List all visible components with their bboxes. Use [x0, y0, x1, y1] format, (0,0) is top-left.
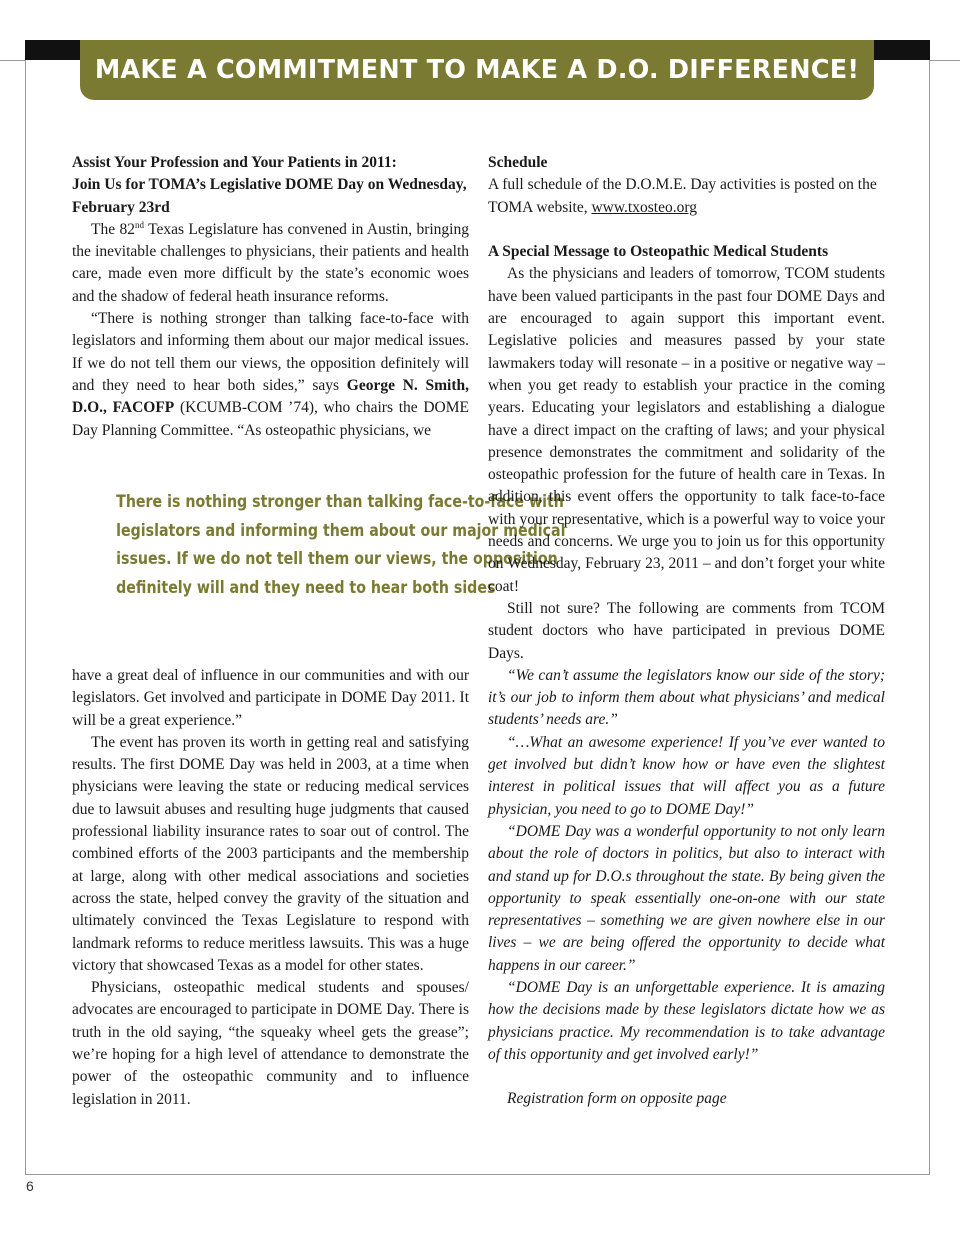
title-banner: [80, 40, 874, 100]
pull-quote-line: issues. If we do not tell them our views, the opposition: [116, 549, 558, 569]
article-paragraph-1: [72, 219, 469, 308]
article-paragraph-3: The event has proven its worth in getting real and satisfying results. The first DOME Day was held in 2003, at a time when physicians were leaving the state or reducing medical services due to lawsuit abuses and resulting huge judgments that caused professional liability insurance rates to soar out of control. The combined efforts of the 2003 participants and the membership at large, along with other medical associations and societies across the state, helped convey the gravity of the situation and ultimately convinced the Texas Legislature to respond with landmark reforms to reduce meritless lawsuits. This was a huge victory that showcased Texas as a model for other states.: [72, 733, 469, 974]
schedule-heading: Schedule: [488, 154, 548, 171]
p2-before: “There is nothing stronger than talking face-to-face with legislators and informing them about our major medical issues. If we do not tell them our views, the opposition definitely will and they need to hear both sides,” says: [72, 310, 469, 394]
page-border-bottom: [25, 1174, 930, 1175]
page-title: MAKE A COMMITMENT TO MAKE A D.O. DIFFERENCE!: [94, 55, 860, 85]
headline-line-1: Assist Your Profession and Your Patients in 2011:: [72, 154, 397, 171]
p1-prefix: The 82: [91, 220, 135, 238]
right-column: [488, 152, 885, 1111]
section-spacer: [488, 1066, 885, 1088]
pull-quote-line: definitely will and they need to hear both sides: [116, 577, 496, 597]
registration-note: Registration form on opposite page: [507, 1090, 727, 1108]
pull-quote-line: legislators and informing them about our major medical: [116, 520, 566, 540]
page-border-left: [25, 40, 26, 1174]
article-column-bottom: [72, 665, 469, 1111]
article-headline: [72, 152, 469, 219]
section-spacer: [488, 219, 885, 241]
p1-rest: Texas Legislature has convened in Austin, bringing the inevitable challenges to physicians, their patients and health care, made even more difficult by the state’s economic woes and the shadow of federal heath insurance reforms.: [72, 220, 469, 305]
article-paragraph-4: Physicians, osteopathic medical students and spouses/ advocates are encouraged to participate in DOME Day. There is truth in the old saying, “the squeaky wheel gets the grease”; we’re hoping for a high level of attendance to demonstrate the power of the osteopathic community and to influence legislation in 2011.: [72, 979, 469, 1108]
student-quote-1: “We can’t assume the legislators know our side of the story; it’s our job to inform them about what physicians’ and medical students’ needs are.”: [488, 666, 885, 729]
schedule-text: [488, 174, 885, 219]
student-quote-2: “…What an awesome experience! If you’ve ever wanted to get involved but didn’t know how or have even the slightest interest in political issues that will affect you as a future physician, you need to go to DOME Day!”: [488, 733, 885, 818]
article-column-top: [72, 152, 469, 442]
students-heading: A Special Message to Osteopathic Medical Students: [488, 243, 829, 261]
p2-name: George N. Smith, D.O., FACOFP: [72, 376, 469, 417]
article-paragraph-2: [72, 308, 469, 442]
article-paragraph-2-continued: have a great deal of influence in our communities and with our legislators. Get involved and participate in DOME Day 2011. It will be a great experience.”: [72, 667, 469, 729]
page-border-right: [929, 40, 930, 1174]
p2-after: (KCUMB-COM ’74), who chairs the DOME Day Planning Committee. “As osteopathic physicians, we: [72, 399, 469, 439]
schedule-body: A full schedule of the D.O.M.E. Day activities is posted on the TOMA website,: [488, 176, 877, 216]
page-number: 6: [26, 1178, 34, 1194]
students-paragraph-2: Still not sure? The following are comments from TCOM student doctors who have participated in previous DOME Days.: [488, 599, 885, 662]
pull-quote-line: There is nothing stronger than talking face-to-face with: [116, 492, 564, 511]
students-paragraph-1: As the physicians and leaders of tomorrow, TCOM students have been valued participants in the past four DOME Days and are encouraged to again support this important event. Legislative policies and measures passed by your state lawmakers today will resonate – in a positive or negative way – when you get ready to establish your practice in the coming years. Educating your legislators and establishing a dialogue have a direct impact on the crafting of laws; and your physical presence demonstrates the commitment and solidarity of the osteopathic profession for the future of health care in Texas. In addition, this event offers the opportunity to talk face-to-face with your representative, which is a powerful way to voice your needs and concerns. We urge you to join us for this opportunity on Wednesday, February 23, 2011 – and don’t forget your white coat!: [488, 265, 885, 595]
headline-line-3: February 23rd: [72, 198, 170, 216]
p1-superscript: nd: [134, 219, 144, 230]
website-link[interactable]: www.txosteo.org: [591, 198, 697, 216]
student-quote-4: “DOME Day is an unforgettable experience. It is amazing how the decisions made by these legislators dictate how we as physicians practice. My recommendation is to take advantage of this opportunity and get involved early!”: [488, 978, 885, 1063]
pull-quote: [116, 488, 566, 602]
crop-mark-left: [0, 60, 25, 61]
crop-mark-right: [930, 60, 960, 61]
headline-line-2: Join Us for TOMA’s Legislative DOME Day on Wednesday,: [72, 176, 467, 194]
student-quote-3: “DOME Day was a wonderful opportunity to not only learn about the role of doctors in politics, but also to interact with and stand up for D.O.s throughout the state. By being given the opportunity to speak essentially one-on-one with our state representatives – something we are given nowhere else in our lives – we are being offered the opportunity to decide what happens in our career.”: [488, 822, 885, 974]
